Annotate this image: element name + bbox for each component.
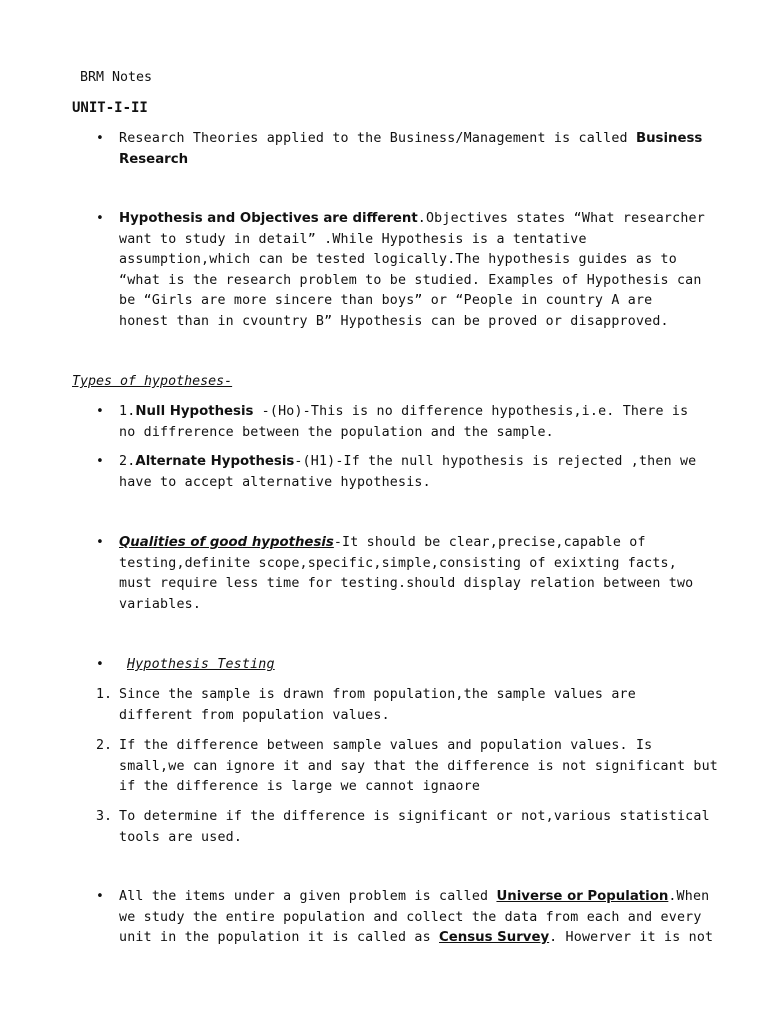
bullet-marker: • <box>96 454 104 469</box>
paragraph-universe-population <box>119 887 714 949</box>
doc-title: BRM Notes <box>80 70 153 85</box>
unit-heading: UNIT-I-II <box>72 100 148 116</box>
bullet-marker: • <box>96 404 104 419</box>
paragraph-null-hypothesis <box>119 402 709 443</box>
bullet-marker: • <box>96 889 104 904</box>
types-heading: Types of hypotheses- <box>72 374 233 389</box>
bold-term: Universe or Population <box>496 889 669 904</box>
paragraph-alternate-hypothesis <box>119 452 709 493</box>
paragraph-hypothesis-testing <box>127 655 717 676</box>
paragraph-text: . Howerver it is not <box>549 930 714 945</box>
subheading: Hypothesis Testing <box>127 657 275 672</box>
paragraph-text: Research Theories applied to the Business/Management is called <box>119 131 636 146</box>
paragraph-hypothesis-objectives <box>119 209 709 332</box>
bold-term: Hypothesis and Objectives are different <box>119 211 418 226</box>
bold-term: Alternate Hypothesis <box>135 454 295 469</box>
paragraph-text: -It should be clear,precise,capable of testing,definite scope,specific,simple,consisting of exixting facts, must require less time for testing.should display relation between two variables. <box>119 535 694 612</box>
item-prefix: 2. <box>119 454 136 469</box>
paragraph-text: .Objectives states “What researcher want to study in detail” .While Hypothesis is a tentative assumption,which can be tested logically.The hypothesis guides as to “what is the research problem to be studied. Examples of Hypothesis can be “Girls are more sincere than boys” or “People in country A are honest than in cvountry B” Hypothesis can be proved or disapproved. <box>119 211 705 329</box>
paragraph-text: -(H1)-If the null hypothesis is rejected ,then we have to accept alternative hypothesis. <box>119 454 697 490</box>
list-item: If the difference between sample values and population values. Is small,we can ignore it and say that the difference is not significant but if the difference is large we cannot ignaore <box>119 738 718 794</box>
bullet-marker: • <box>96 657 104 672</box>
bold-term: Qualities of good hypothesis <box>119 535 334 550</box>
list-item: Since the sample is drawn from population,the sample values are different from population values. <box>119 687 636 723</box>
bullet-marker: • <box>96 131 104 146</box>
paragraph-text: -(Ho)-This is no difference hypothesis,i.e. There is no diffrerence between the population and the sample. <box>119 404 689 440</box>
item-prefix: 1. <box>119 404 136 419</box>
bold-term: Census Survey <box>439 930 550 945</box>
paragraph-text: .When we study the entire population and collect the data from each and every unit in the population it is called as <box>119 889 710 945</box>
paragraph-business-research <box>119 129 709 170</box>
bullet-marker: • <box>96 535 104 550</box>
bold-term: Business Research <box>119 131 703 167</box>
bullet-marker: • <box>96 211 104 226</box>
list-number: 2. <box>96 738 113 753</box>
list-item: To determine if the difference is significant or not,various statistical tools are used. <box>119 809 710 845</box>
list-number: 3. <box>96 809 113 824</box>
paragraph-text: All the items under a given problem is called <box>119 889 497 904</box>
list-number: 1. <box>96 687 113 702</box>
bold-term: Null Hypothesis <box>135 404 254 419</box>
paragraph-qualities <box>119 533 709 615</box>
